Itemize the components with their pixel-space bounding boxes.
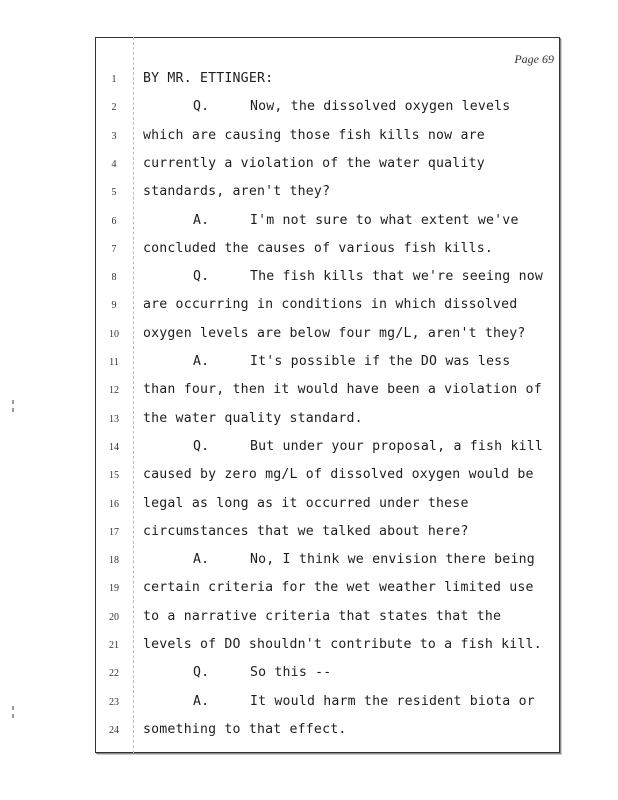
line-text: than four, then it would have been a violation of [143,382,542,398]
line-text: concluded the causes of various fish kills. [143,240,494,256]
transcript-line [0,467,618,487]
page-number: Page 69 [514,52,554,66]
transcript-line [0,552,618,572]
transcript-line [0,184,618,204]
transcript-line [0,269,618,289]
line-text: circumstances that we talked about here? [143,523,469,539]
line-text: BY MR. ETTINGER: [143,71,274,86]
transcript-line [0,382,618,402]
transcript-line [0,354,618,374]
transcript-line [0,722,618,742]
line-text: A. It would harm the resident biota or [193,693,535,709]
transcript-line [0,694,618,714]
line-number: 12 [109,385,119,397]
line-number: 5 [111,187,117,199]
transcript-line [0,99,618,119]
transcript-line [0,411,618,431]
line-text: which are causing those fish kills now are [143,127,485,143]
line-number: 7 [111,243,117,255]
transcript-line [0,637,618,657]
line-text: Q. So this -- [193,665,332,681]
line-number: 13 [109,413,119,425]
line-number: 9 [111,300,117,312]
line-text: standards, aren't they? [143,184,331,200]
transcript-line [0,326,618,346]
line-number: 14 [109,441,119,453]
line-number: 3 [111,130,117,142]
line-number: 6 [111,215,117,227]
line-text: oxygen levels are below four mg/L, aren't they? [143,325,526,341]
line-number: 22 [109,668,119,680]
transcript-line [0,609,618,629]
line-text: something to that effect. [143,721,347,737]
line-number: 15 [109,470,119,482]
transcript-line [0,241,618,261]
line-number: 20 [109,611,119,623]
line-number: 16 [109,498,119,510]
line-number: 11 [109,357,119,368]
line-number: 17 [109,526,119,538]
transcript-line [0,439,618,459]
line-text: the water quality standard. [143,410,363,426]
transcript-line [0,524,618,544]
line-text: certain criteria for the wet weather limited use [143,580,534,596]
transcript-line [0,213,618,233]
line-number: 10 [109,328,119,340]
line-number: 8 [111,272,117,284]
line-number: 18 [109,555,119,567]
transcript-line [0,297,618,317]
line-number: 21 [109,640,119,651]
line-number: 23 [109,696,119,708]
line-text: levels of DO shouldn't contribute to a fish kill. [143,637,542,652]
line-text: currently a violation of the water quality [143,155,485,171]
line-text: A. I'm not sure to what extent we've [193,212,519,228]
line-text: caused by zero mg/L of dissolved oxygen would be [143,467,534,483]
transcript-line [0,496,618,516]
line-number: 1 [111,74,117,85]
line-number: 24 [109,724,119,736]
line-number: 19 [109,583,119,595]
line-text: Q. The fish kills that we're seeing now [193,269,544,285]
line-text: are occurring in conditions in which dissolved [143,297,518,313]
transcript-line [0,580,618,600]
transcript-line [0,156,618,176]
line-text: A. It's possible if the DO was less [193,354,511,369]
scan-artifact-mark [12,714,14,718]
line-number: 2 [111,102,117,114]
transcript-line [0,71,618,91]
transcript-line [0,665,618,685]
line-text: legal as long as it occurred under these [143,495,469,511]
line-text: Q. But under your proposal, a fish kill [193,438,544,454]
line-text: to a narrative criteria that states that the [143,608,502,624]
line-text: A. No, I think we envision there being [193,552,535,568]
line-text: Q. Now, the dissolved oxygen levels [193,99,511,115]
transcript-line [0,128,618,148]
line-number: 4 [111,158,117,170]
